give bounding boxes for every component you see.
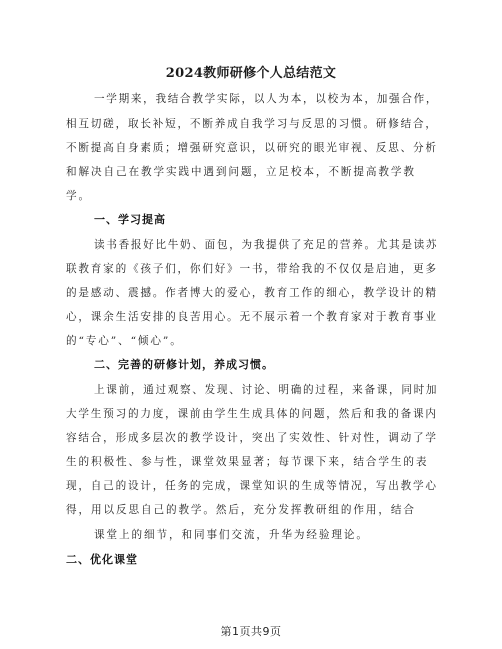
paragraph-line: 一学期来，我结合教学实际，以人为本，以校为本，加强合作， xyxy=(94,93,439,105)
paragraph-line: 大学生预习的力度，课前由学生生成具体的问题，然后和我的备课内 xyxy=(66,408,438,420)
paragraph-line: 联教育家的《孩子们，你们好》一书，带给我的不仅仅是启迪，更多 xyxy=(66,263,438,275)
section-heading: 一、学习提高 xyxy=(94,213,166,226)
paragraph-line: 生的积极性、参与性，课堂效果显著；每节课下来，结合学生的表 xyxy=(66,456,429,468)
paragraph-line: 容结合，形成多层次的教学设计，突出了实效性、针对性，调动了学 xyxy=(66,432,438,444)
paragraph-line: 的“专心”、“倾心”。 xyxy=(66,335,183,347)
paragraph-line: 不断提高自身素质；增强研究意识，以研究的眼光审视、反思、分析 xyxy=(66,142,438,154)
paragraph-line: 和解决自己在教学实践中遇到问题，立足校本，不断提高教学教 xyxy=(66,166,416,178)
paragraph-line: 的是感动、震撼。作者博大的爱心，教育工作的细心，教学设计的精 xyxy=(66,287,438,299)
page-number: 第1页共9页 xyxy=(220,625,282,638)
paragraph-line: 相互切磋，取长补短，不断养成自我学习与反思的习惯。研修结合， xyxy=(66,118,438,130)
paragraph-line: 得，用以反思自己的教学。然后，充分发挥教研组的作用，结合 xyxy=(66,504,416,516)
paragraph-line: 现，自己的设计，任务的完成，课堂知识的生成等情况，写出教学心 xyxy=(66,480,438,492)
paragraph-line: 上课前，通过观察、发现、讨论、明确的过程，来备课，同时加 xyxy=(94,384,439,396)
paragraph-line: 学。 xyxy=(66,190,91,202)
document-title: 2024教师研修个人总结范文 xyxy=(165,66,337,81)
section-heading: 二、优化课堂 xyxy=(66,553,138,566)
paragraph-line: 读书香报好比牛奶、面包，为我提供了充足的营养。尤其是读苏 xyxy=(94,239,439,251)
paragraph-line: 心，课余生活安排的良苦用心。无不展示着一个教育家对于教育事业 xyxy=(66,311,438,323)
paragraph-line: 课堂上的细节，和同事们交流，升华为经验理论。 xyxy=(94,529,369,541)
section-heading: 二、完善的研修计划，养成习惯。 xyxy=(94,358,274,371)
